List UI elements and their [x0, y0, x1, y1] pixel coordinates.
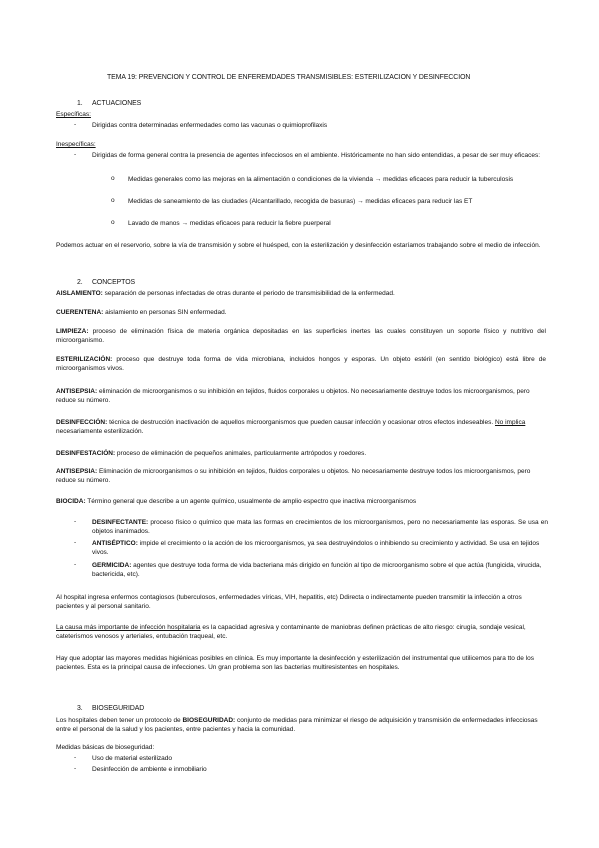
- def-term: AISLAMIENTO:: [56, 290, 103, 297]
- bioseguridad-item-1: Uso de material esterilizado: [92, 755, 172, 762]
- def-antisepsia-2: [56, 467, 546, 486]
- section-1-number: 1.: [77, 100, 83, 107]
- hospital-paragraph: Al hospital ingresa enfermos contagiosos (tuberculosos, enfermedades víricas, VIH, hepatitis, etc) Ddirecta o indirectamente pueden transmitir la infección a otros pacientes y al personal sanitario.: [56, 594, 522, 611]
- def-text: impide el crecimiento o la acción de los microorganismos, ya sea destruyéndolos o inhibiendo su crecimiento y actividad. Se usa en tejidos vivos.: [92, 540, 540, 557]
- def-term: ESTERILIZACIÓN:: [56, 356, 113, 363]
- intro-text: conjunto de medidas para minimizar el riesgo de adquisición y transmisión de enfermedades infecciosas entre el personal de la salud y los pacientes, entre pacientes y hacia la comunidad.: [56, 717, 538, 734]
- inespecificas-item: Dirigidas de forma general contra la presencia de agentes infecciosos en el ambiente. Históricamente no han sido entendidas, a pesar de ser muy eficaces:: [92, 152, 541, 159]
- causa-paragraph: [56, 623, 546, 642]
- bioseguridad-intro: [56, 716, 546, 735]
- def-desinfestacion: [56, 449, 546, 458]
- sub-item-3: Lavado de manos → medidas eficaces para reducir la fiebre puerperal: [128, 220, 331, 227]
- def-text: separación de personas infectadas de otras durante el periodo de transmisibilidad de la enfermedad.: [102, 290, 395, 297]
- def-text: proceso que destruye toda forma de vida microbiana, incluidos hongos y esporas. Un objeto estéril (en sentido biológico) está libre de microorganismos vivos.: [56, 356, 546, 373]
- document-title: TEMA 19: PREVENCION Y CONTROL DE ENFEREMDADES TRANSMISIBLES: ESTERILIZACION Y DESINFECCION: [107, 74, 471, 81]
- bullet-dash: -: [74, 539, 77, 546]
- bullet-dash: -: [74, 765, 77, 772]
- section-3-number: 3.: [77, 705, 83, 712]
- section-1-heading: ACTUACIONES: [92, 100, 142, 107]
- def-aislamiento: [56, 289, 546, 298]
- def-text: proceso físico o químico que mata las formas en crecimientos de los microorganismos, pero no necesariamente las esporas. Se usa en objetos inanimados.: [92, 519, 548, 536]
- bullet-circle: o: [111, 219, 115, 226]
- medidas-paragraph: Hay que adoptar las mayores medidas higiénicas posibles en clínica. Es muy importante la desinfección y esterilización del instrumental que utilicemos para tto de los pacientes. Esta es la principal causa de infecciones. Un gran problema son las bacterias multiresistentes en hospitales.: [56, 655, 534, 672]
- biocida-item-germicida: [92, 561, 548, 580]
- def-text: necesariamente esterilización.: [56, 428, 144, 436]
- def-cuerentena: [56, 308, 546, 317]
- especificas-item: Dirigidas contra determinadas enfermedades como las vacunas o quimioprofilaxis: [92, 122, 328, 129]
- no-implica-text: No implica: [494, 419, 526, 426]
- bullet-dash: -: [74, 754, 77, 761]
- def-term: DESINFECCIÓN:: [56, 419, 108, 426]
- def-text: eliminación de microorganismos o su inhibición en tejidos, fluidos corporales u objetos. No necesariamente destruye todos los microorganismos, pero reduce su número.: [56, 388, 530, 405]
- def-term: DESINFESTACIÓN:: [56, 450, 116, 457]
- section-2-number: 2.: [77, 279, 83, 286]
- section-2-heading: CONCEPTOS: [92, 279, 136, 286]
- def-text: Término general que describe a un agente químico, usualmente de amplio espectro que inactiva microorganismos: [85, 498, 417, 505]
- causa-text: es la capacidad agresiva y contaminante de maniobras definen prácticas de alto riesgo: cirugía, sondaje vesical, cateterismos venosos y arteriales, entubación traqueal, etc.: [56, 624, 526, 641]
- bullet-dash: -: [74, 561, 77, 568]
- def-limpieza: [56, 327, 546, 346]
- biocida-item-desinfectante: [92, 518, 548, 537]
- def-term: CUERENTENA:: [56, 309, 104, 316]
- def-esterilizacion: [56, 355, 546, 374]
- def-term: ANTISEPSIA:: [56, 388, 98, 395]
- bullet-dash: -: [74, 151, 77, 158]
- def-antisepsia: [56, 387, 546, 406]
- def-term: GERMICIDA:: [92, 562, 132, 569]
- medidas-basicas-label: Medidas básicas de bioseguridad:: [56, 744, 155, 751]
- bullet-circle: o: [111, 175, 115, 182]
- intro-bold: BIOSEGURIDAD:: [182, 717, 236, 724]
- bullet-dash: -: [74, 518, 77, 525]
- def-text: técnica de destrucción inactivación de aquellos microorganismos que pueden causar infección y ocasionar otros efectos indeseables.: [107, 419, 495, 426]
- def-text: aislamiento en personas SIN enfermedad.: [103, 309, 227, 316]
- def-text: agentes que destruye toda forma de vida bacteriana más dirigido en función al tipo de microorganismo sobre el que actúa (fungicida, virucida, bactericida, etc).: [92, 562, 542, 579]
- section-1-closing: Podemos actuar en el reservorio, sobre la vía de transmisión y sobre el huésped, con la esterilización y desinfección estaríamos trabajando sobre el medio de infección.: [56, 242, 541, 249]
- def-biocida: [56, 497, 546, 506]
- def-term: LIMPIEZA:: [56, 328, 89, 335]
- bullet-dash: -: [74, 121, 77, 128]
- biocida-item-antiseptico: [92, 539, 548, 558]
- causa-underline-text: La causa más importante de infección hospitalaria: [56, 624, 201, 631]
- especificas-label: Específicas:: [56, 111, 91, 118]
- def-text: Eliminación de microorganismos o su inhibición en tejidos, fluidos corporales u objetos. No necesariamente destruye todos los microorganismos, pero reduce su número.: [56, 468, 531, 485]
- intro-prefix: Los hospitales deben tener un protocolo de: [56, 717, 183, 724]
- inespecificas-label: Inespecíficas:: [56, 141, 96, 148]
- def-term: DESINFECTANTE:: [92, 519, 149, 526]
- def-text: proceso de eliminación de pequeños animales, particularmente artrópodos y roedores.: [115, 450, 367, 457]
- def-term: BIOCIDA:: [56, 498, 86, 505]
- bioseguridad-item-2: Desinfección de ambiente e inmobiliario: [92, 766, 207, 773]
- def-desinfeccion: [56, 418, 546, 437]
- def-term: ANTISEPSIA:: [56, 468, 98, 475]
- def-text: proceso de eliminación física de materia orgánica depositadas en las superficies inertes las cuales constituyen un soporte físico y nutritivo del microorganismo.: [56, 328, 546, 345]
- section-3-heading: BIOSEGURIDAD: [92, 705, 145, 712]
- def-term: ANTISÉPTICO:: [92, 540, 138, 547]
- sub-item-1: Medidas generales como las mejoras en la alimentación o condiciones de la vivienda → medidas eficaces para reducir la tuberculosis: [128, 176, 514, 183]
- bullet-circle: o: [111, 197, 115, 204]
- sub-item-2: Medidas de saneamiento de las ciudades (Alcantarillado, recogida de basuras) → medidas eficaces para reducir las ET: [128, 198, 473, 205]
